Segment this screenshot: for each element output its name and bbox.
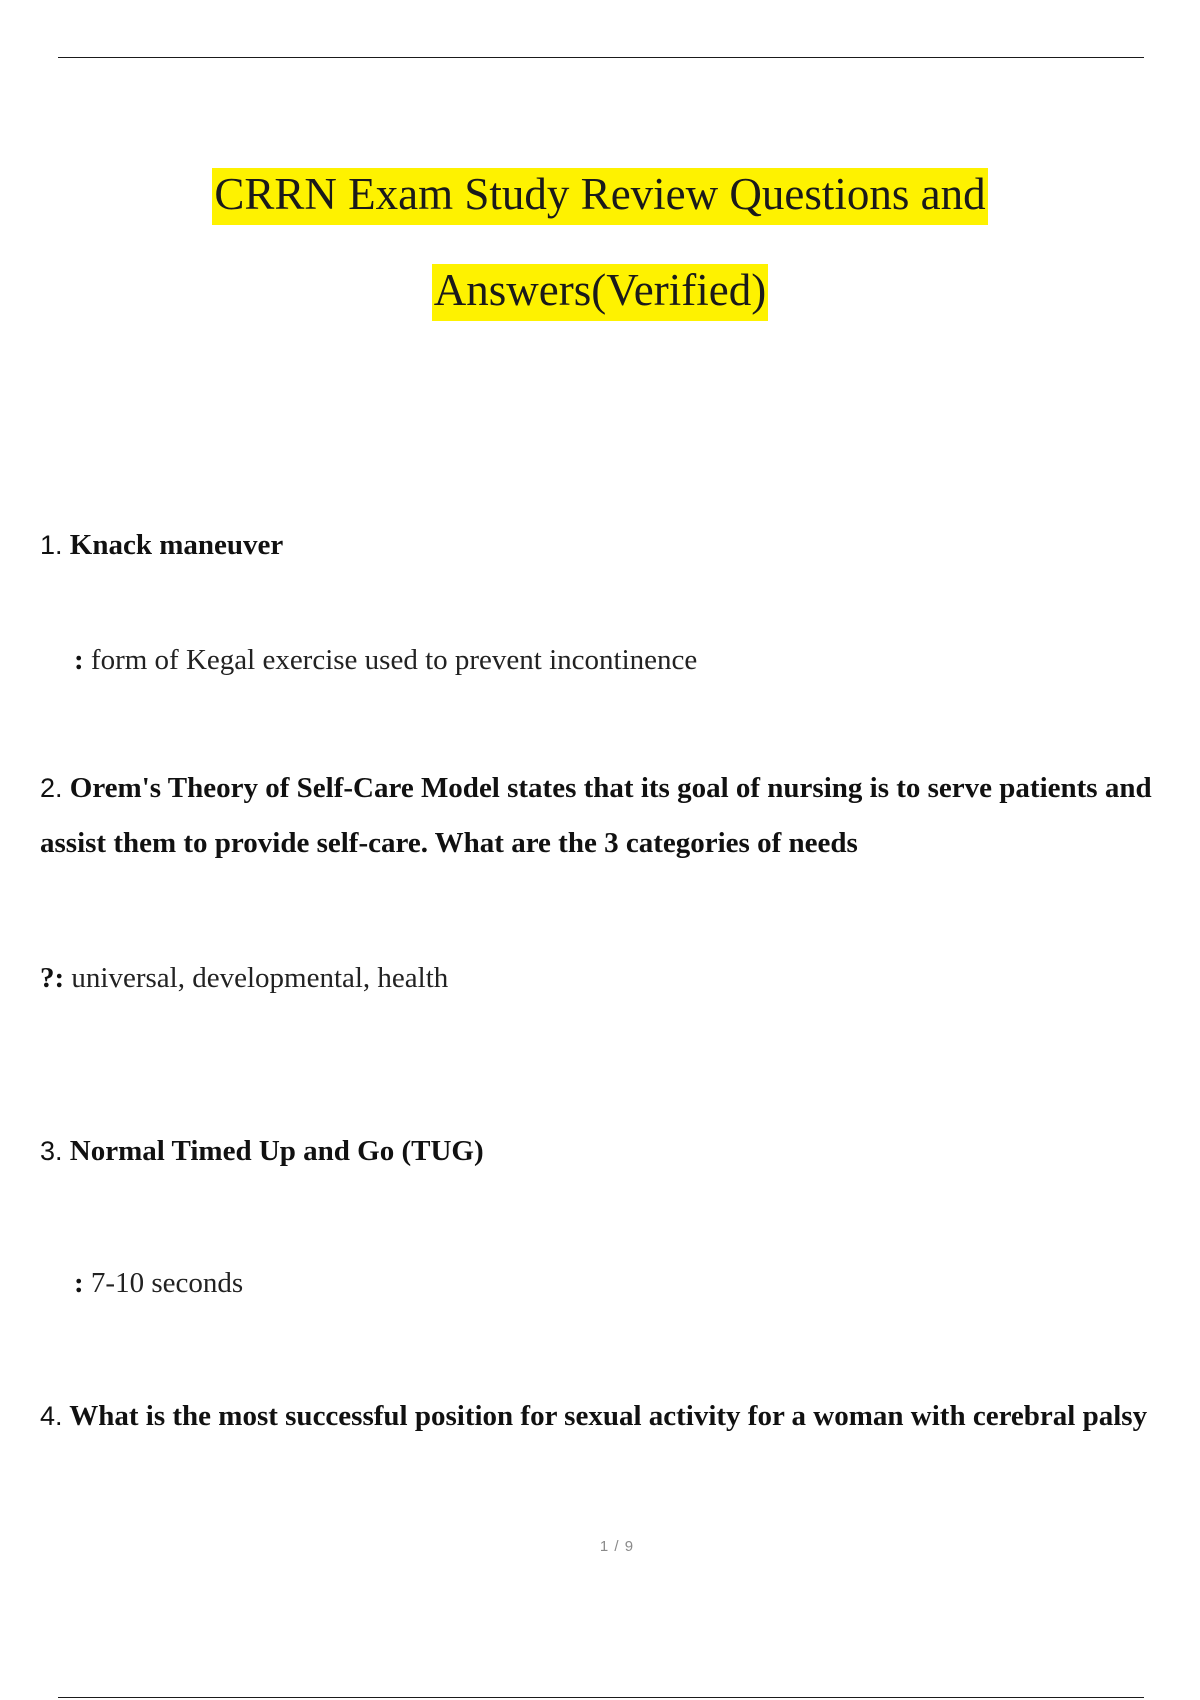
answer-1-prefix: : — [74, 644, 84, 676]
question-2 — [40, 761, 1160, 871]
answer-3 — [74, 1263, 243, 1303]
question-2-text — [40, 761, 1160, 871]
answer-1 — [74, 640, 697, 680]
title-line-1-text: CRRN Exam Study Review Questions and — [212, 168, 987, 225]
answer-3-text: 7-10 seconds — [90, 1267, 244, 1299]
question-3-label: Normal Timed Up and Go (TUG) — [69, 1135, 484, 1167]
page-indicator: 1 / 9 — [599, 1538, 635, 1555]
question-3-number: 3. — [40, 1136, 63, 1166]
question-3-text — [40, 1124, 1160, 1179]
question-2-number: 2. — [40, 773, 63, 803]
answer-2-prefix: ?: — [40, 962, 65, 994]
answer-1-text: form of Kegal exercise used to prevent incontinence — [90, 644, 698, 676]
question-1-text — [40, 518, 1160, 573]
answer-2 — [40, 958, 448, 998]
title-line-2 — [0, 264, 1200, 321]
question-4-number: 4. — [40, 1401, 63, 1431]
title-line-2-text: Answers(Verified) — [432, 264, 768, 321]
question-1-number: 1. — [40, 530, 63, 560]
question-3 — [40, 1124, 1160, 1179]
question-2-label: Orem's Theory of Self-Care Model states that its goal of nursing is to serve patients and assist them to provide self-care. What are the 3 categories of needs — [40, 772, 1152, 859]
top-rule — [58, 57, 1144, 58]
document-title — [0, 168, 1200, 321]
question-1 — [40, 518, 1160, 573]
title-line-1 — [0, 168, 1200, 225]
answer-3-prefix: : — [74, 1267, 84, 1299]
question-4-text — [40, 1389, 1160, 1444]
bottom-rule — [58, 1697, 1144, 1698]
question-4-label: What is the most successful position for sexual activity for a woman with cerebral palsy — [69, 1400, 1148, 1432]
answer-2-text: universal, developmental, health — [71, 962, 449, 994]
question-1-label: Knack maneuver — [69, 529, 284, 561]
question-4 — [40, 1389, 1160, 1444]
